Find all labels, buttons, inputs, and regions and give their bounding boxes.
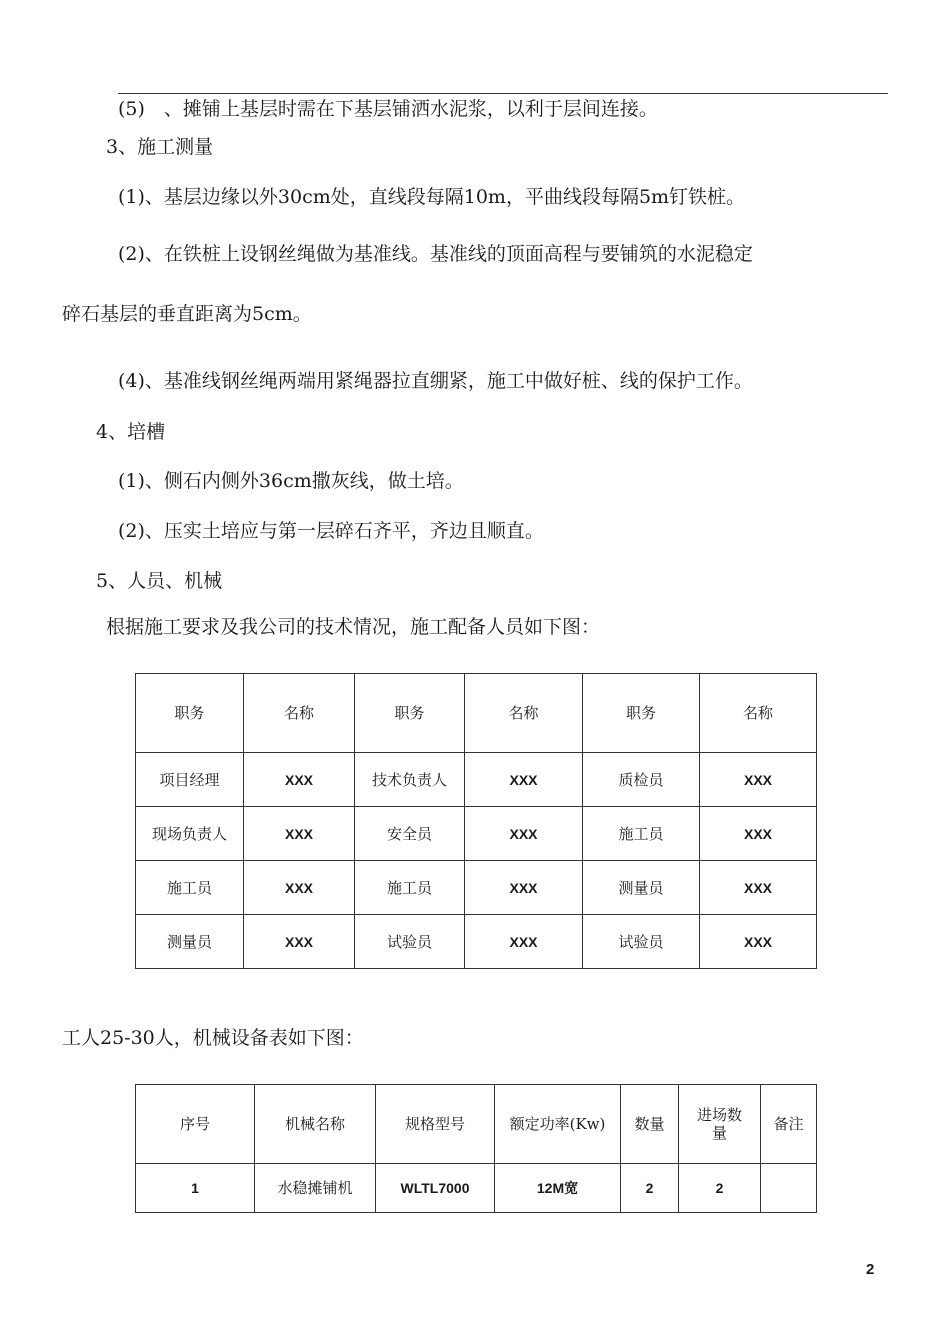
staff-header-cell: 名称 (465, 674, 583, 753)
table-cell: 试验员 (355, 915, 465, 969)
table-cell: 2 (679, 1164, 761, 1213)
table-cell: XXX (244, 915, 355, 969)
table-cell: XXX (465, 861, 583, 915)
paragraph-survey-4: (4)、基准线钢丝绳两端用紧绳器拉直绷紧，施工中做好桩、线的保护工作。 (118, 370, 753, 392)
paragraph-trench-1: (1)、侧石内侧外36cm撒灰线，做土培。 (118, 470, 464, 492)
table-cell: 安全员 (355, 807, 465, 861)
equipment-header-cell: 进场数量 (679, 1085, 761, 1164)
table-cell: WLTL7000 (376, 1164, 495, 1213)
equipment-table-header-row (136, 1085, 817, 1164)
section-3-heading: 3、施工测量 (106, 136, 214, 158)
table-row (136, 1164, 817, 1213)
equipment-header-cell: 额定功率(Kw) (495, 1085, 621, 1164)
table-cell: XXX (244, 807, 355, 861)
table-cell: 项目经理 (136, 753, 244, 807)
table-cell: XXX (465, 807, 583, 861)
table-cell: XXX (700, 807, 817, 861)
paragraph-survey-1: (1)、基层边缘以外30cm处，直线段每隔10m，平曲线段每隔5m钉铁桩。 (118, 186, 746, 208)
staff-header-cell: 职务 (136, 674, 244, 753)
paragraph-5-slurry: (5) 、摊铺上基层时需在下基层铺洒水泥浆，以利于层间连接。 (118, 98, 658, 120)
staff-header-cell: 名称 (244, 674, 355, 753)
table-cell: 2 (621, 1164, 679, 1213)
equipment-header-cell: 机械名称 (255, 1085, 376, 1164)
paragraph-survey-2: (2)、在铁桩上设钢丝绳做为基准线。基准线的顶面高程与要铺筑的水泥稳定 (118, 243, 753, 265)
table-cell: XXX (244, 861, 355, 915)
equipment-header-cell: 备注 (761, 1085, 817, 1164)
paragraph-workers: 工人25-30人，机械设备表如下图： (62, 1027, 364, 1049)
table-cell: 现场负责人 (136, 807, 244, 861)
table-cell: 技术负责人 (355, 753, 465, 807)
table-cell: XXX (465, 915, 583, 969)
table-cell: 施工员 (355, 861, 465, 915)
staff-table (135, 673, 817, 969)
paragraph-trench-2: (2)、压实土培应与第一层碎石齐平，齐边且顺直。 (118, 520, 544, 542)
table-cell: 12M宽 (495, 1164, 621, 1213)
table-cell: 施工员 (583, 807, 700, 861)
table-cell: 质检员 (583, 753, 700, 807)
table-cell: XXX (465, 753, 583, 807)
table-cell: XXX (244, 753, 355, 807)
table-cell: 测量员 (136, 915, 244, 969)
equipment-table (135, 1084, 817, 1213)
table-cell: 1 (136, 1164, 255, 1213)
table-cell: 水稳摊铺机 (255, 1164, 376, 1213)
table-cell: XXX (700, 753, 817, 807)
table-cell: 测量员 (583, 861, 700, 915)
paragraph-staffing-intro: 根据施工要求及我公司的技术情况，施工配备人员如下图： (106, 616, 601, 638)
table-cell: XXX (700, 861, 817, 915)
paragraph-survey-2-cont: 碎石基层的垂直距离为5cm。 (62, 303, 312, 325)
table-row (136, 915, 817, 969)
section-5-heading: 5、人员、机械 (96, 570, 223, 592)
page-number: 2 (866, 1261, 875, 1278)
staff-table-header-row (136, 674, 817, 753)
equipment-header-cell: 规格型号 (376, 1085, 495, 1164)
table-cell (761, 1164, 817, 1213)
staff-header-cell: 职务 (583, 674, 700, 753)
section-4-heading: 4、培槽 (96, 421, 166, 443)
table-cell: 施工员 (136, 861, 244, 915)
equipment-header-cell: 数量 (621, 1085, 679, 1164)
equipment-header-cell: 序号 (136, 1085, 255, 1164)
table-row (136, 753, 817, 807)
staff-header-cell: 名称 (700, 674, 817, 753)
staff-header-cell: 职务 (355, 674, 465, 753)
table-row (136, 861, 817, 915)
header-rule (118, 93, 888, 94)
table-cell: 试验员 (583, 915, 700, 969)
table-row (136, 807, 817, 861)
table-cell: XXX (700, 915, 817, 969)
